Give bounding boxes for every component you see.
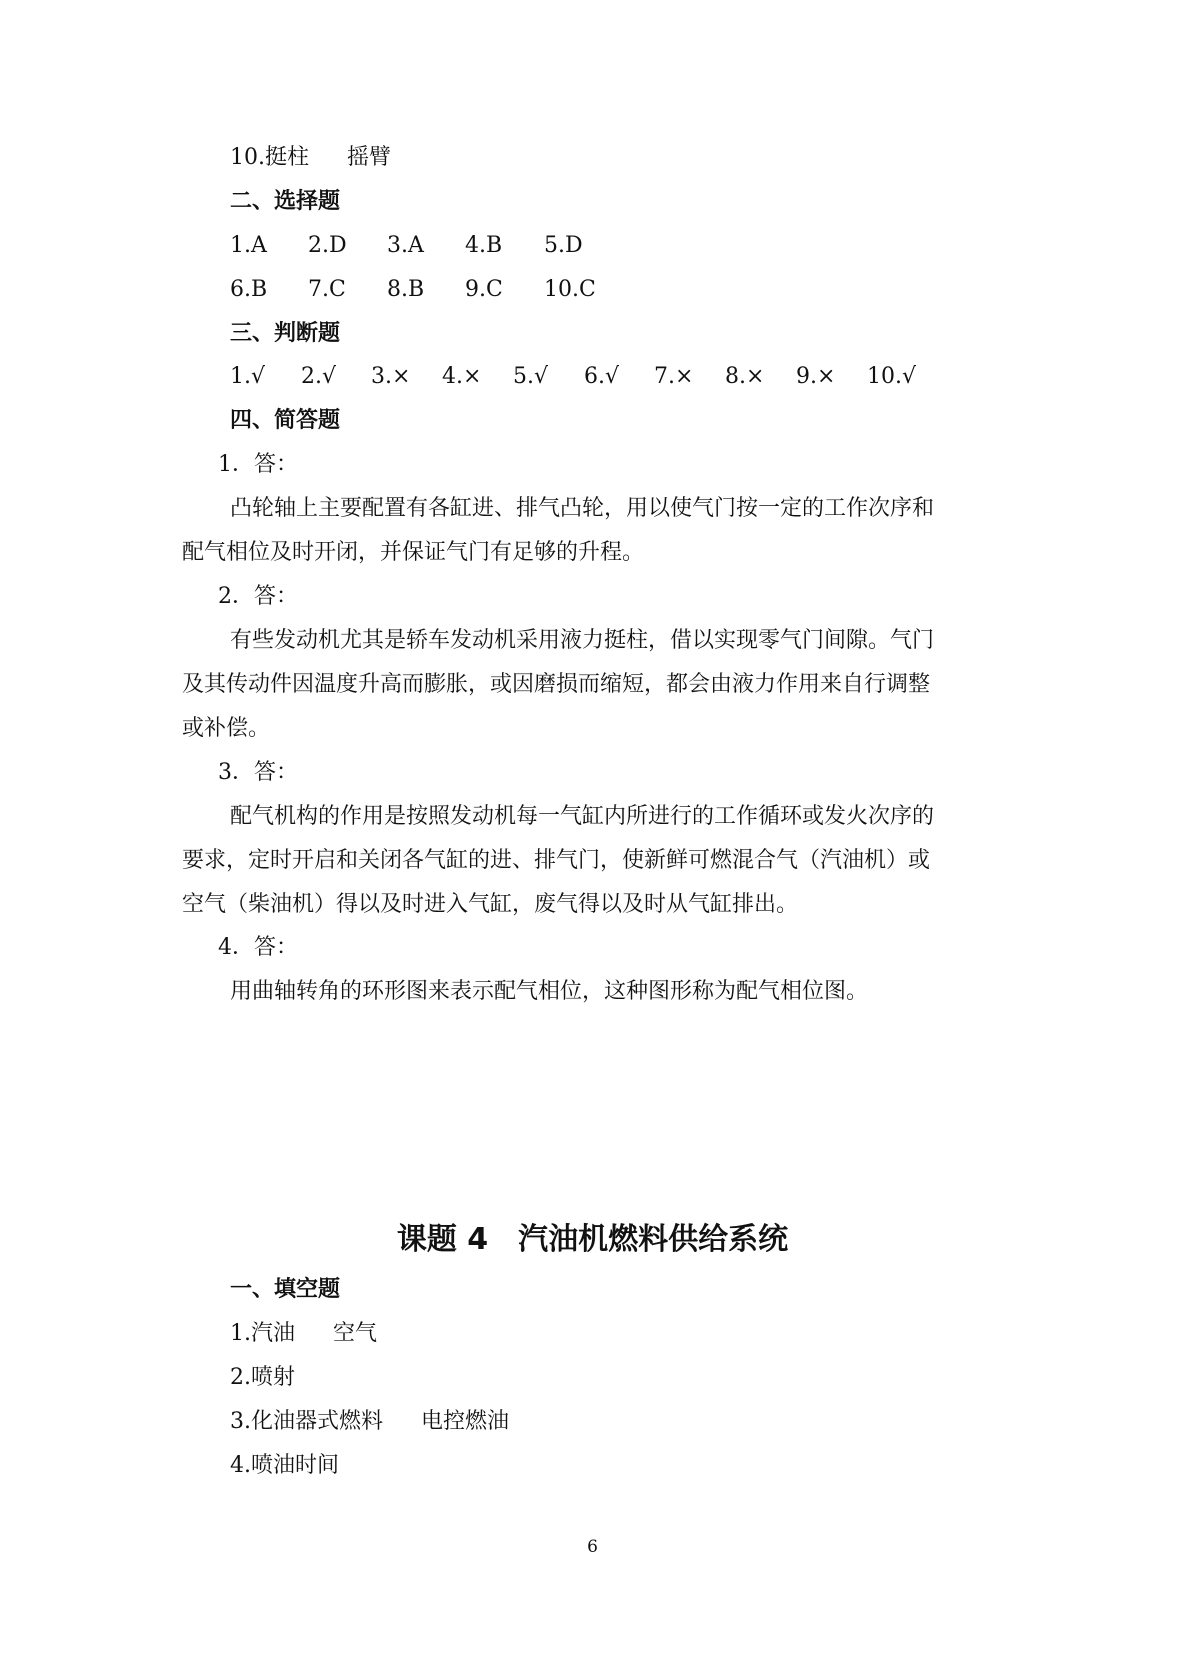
item-number: 1.: [230, 1321, 251, 1346]
answer-a: 喷油时间: [251, 1453, 340, 1478]
judge-heading: 三、判断题: [230, 321, 341, 346]
choice-answer: 9.C: [465, 277, 503, 302]
choice-answer: 3.A: [387, 233, 424, 258]
answer-label-4: 4．答：: [218, 935, 298, 960]
judge-answer: 6.√: [584, 364, 620, 389]
choice-answer: 2.D: [308, 233, 347, 258]
section-title: 课题 4 汽油机燃料供给系统: [396, 1222, 789, 1257]
choice-heading: 二、选择题: [230, 189, 341, 214]
item-number: 10.: [230, 145, 265, 170]
judge-answer: 5.√: [513, 364, 549, 389]
choice-answer: 6.B: [230, 277, 268, 302]
item-number: 2.: [230, 1365, 251, 1390]
answer-b: 空气: [333, 1321, 378, 1346]
choice-answer: 10.C: [544, 277, 596, 302]
answer-b: 摇臂: [347, 145, 392, 170]
item-number: 4.: [230, 1453, 251, 1478]
choice-answer: 8.B: [387, 277, 425, 302]
answer-b: 电控燃油: [421, 1409, 510, 1434]
judge-answer: 3.×: [371, 364, 411, 389]
page-number: 6: [587, 1537, 598, 1557]
choice-answer: 4.B: [465, 233, 503, 258]
answer-line: 配气机构的作用是按照发动机每一气缸内所进行的工作循环或发火次序的: [230, 804, 935, 829]
judge-answer: 10.√: [867, 364, 917, 389]
answer-line: 要求，定时开启和关闭各气缸的进、排气门，使新鲜可燃混合气（汽油机）或: [182, 848, 931, 873]
judge-answer: 9.×: [796, 364, 836, 389]
item-number: 3.: [230, 1409, 251, 1434]
answer-line: 凸轮轴上主要配置有各缸进、排气凸轮，用以使气门按一定的工作次序和: [230, 496, 935, 521]
answer-line: 及其传动件因温度升高而膨胀，或因磨损而缩短，都会由液力作用来自行调整: [182, 672, 931, 697]
answer-line: 用曲轴转角的环形图来表示配气相位，这种图形称为配气相位图。: [230, 979, 869, 1004]
answer-a: 化油器式燃料: [251, 1409, 384, 1434]
answer-line: 或补偿。: [182, 716, 271, 741]
fill-blank-item: [230, 1407, 509, 1437]
fill-blank-heading: 一、填空题: [230, 1277, 341, 1302]
judge-answer: 7.×: [654, 364, 694, 389]
answer-label-1: 1．答：: [218, 452, 298, 477]
short-answer-heading: 四、简答题: [230, 408, 341, 433]
fill-blank-item: [230, 1319, 377, 1349]
fill-blank-item: [230, 1363, 295, 1393]
answer-label-3: 3．答：: [218, 760, 298, 785]
answer-line: 配气相位及时开闭，并保证气门有足够的升程。: [182, 540, 645, 565]
answer-line: 空气（柴油机）得以及时进入气缸，废气得以及时从气缸排出。: [182, 892, 799, 917]
answer-line: 有些发动机尤其是轿车发动机采用液力挺柱，借以实现零气门间隙。气门: [230, 628, 935, 653]
judge-answer: 8.×: [725, 364, 765, 389]
judge-answer: 1.√: [230, 364, 266, 389]
answer-a: 挺柱: [265, 145, 310, 170]
answer-a: 汽油: [251, 1321, 296, 1346]
fill-blank-item: [230, 1451, 339, 1481]
judge-answer: 4.×: [442, 364, 482, 389]
answer-a: 喷射: [251, 1365, 296, 1390]
answer-label-2: 2．答：: [218, 584, 298, 609]
choice-answer: 5.D: [544, 233, 583, 258]
choice-answer: 1.A: [230, 233, 267, 258]
fill-blank-item-10: [230, 143, 391, 173]
judge-answer: 2.√: [301, 364, 337, 389]
choice-answer: 7.C: [308, 277, 346, 302]
